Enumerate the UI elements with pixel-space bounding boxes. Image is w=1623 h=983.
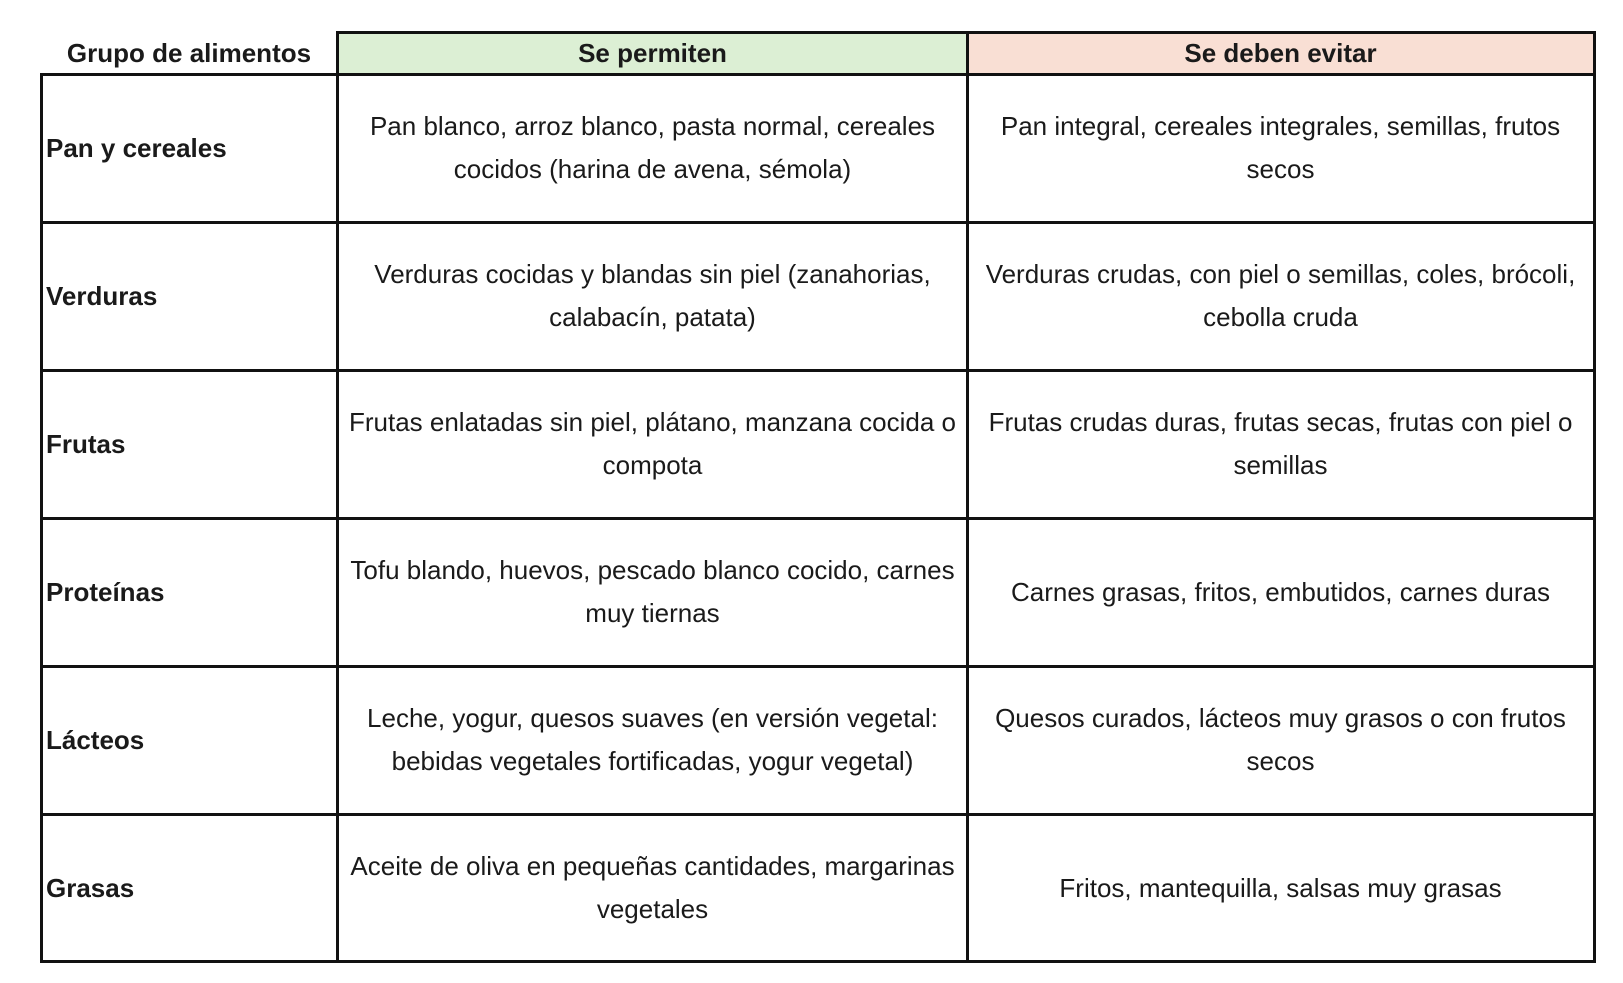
grid-line [966, 31, 969, 963]
group-label: Grasas [46, 872, 135, 903]
grid-line [40, 517, 1596, 520]
table-row-avoid [967, 222, 1594, 370]
table-row-avoid [967, 518, 1594, 666]
allowed-text: Leche, yogur, quesos suaves (en versión vegetal: bebidas vegetales fortificadas, yogur vegetal) [367, 703, 938, 776]
table-row-allowed [338, 370, 967, 518]
table-row-allowed [338, 666, 967, 814]
table-row-group [40, 74, 338, 222]
table-row-allowed [338, 518, 967, 666]
grid-line [40, 73, 1596, 76]
table-row-group [40, 814, 338, 962]
table-row-group [40, 518, 338, 666]
header-group-label: Grupo de alimentos [66, 37, 312, 68]
header-avoid-label: Se deben evitar [1184, 37, 1377, 68]
grid-line [40, 960, 1596, 963]
table-row-allowed [338, 814, 967, 962]
table-row-avoid [967, 666, 1594, 814]
grid-line [40, 813, 1596, 816]
table-row-avoid [967, 814, 1594, 962]
grid-line [40, 665, 1596, 668]
table-row-avoid [967, 74, 1594, 222]
group-label: Proteínas [46, 576, 165, 607]
grid-line [40, 73, 43, 963]
table-row-group [40, 370, 338, 518]
table-row-allowed [338, 74, 967, 222]
header-allowed [338, 32, 967, 74]
avoid-text: Frutas crudas duras, frutas secas, frutas con piel o semillas [988, 407, 1573, 480]
avoid-text: Quesos curados, lácteos muy grasos o con frutos secos [995, 703, 1566, 776]
header-group [40, 32, 338, 74]
allowed-text: Aceite de oliva en pequeñas cantidades, margarinas vegetales [350, 851, 955, 924]
avoid-text: Pan integral, cereales integrales, semillas, frutos secos [1000, 111, 1561, 184]
grid-line [336, 31, 339, 963]
allowed-text: Pan blanco, arroz blanco, pasta normal, cereales cocidos (harina de avena, sémola) [369, 111, 936, 184]
avoid-text: Fritos, mantequilla, salsas muy grasas [1059, 872, 1502, 903]
avoid-text: Verduras crudas, con piel o semillas, coles, brócoli, cebolla cruda [985, 259, 1576, 332]
grid-line [1593, 31, 1596, 963]
table-row-avoid [967, 370, 1594, 518]
table-row-allowed [338, 222, 967, 370]
avoid-text: Carnes grasas, fritos, embutidos, carnes duras [1010, 576, 1551, 607]
group-label: Verduras [46, 280, 158, 311]
table-row-group [40, 666, 338, 814]
grid-line [40, 221, 1596, 224]
grid-line [40, 369, 1596, 372]
allowed-text: Verduras cocidas y blandas sin piel (zanahorias, calabacín, patata) [374, 259, 931, 332]
allowed-text: Frutas enlatadas sin piel, plátano, manzana cocida o compota [348, 407, 957, 480]
group-label: Pan y cereales [46, 132, 227, 163]
header-allowed-label: Se permiten [578, 37, 727, 68]
group-label: Frutas [46, 428, 126, 459]
group-label: Lácteos [46, 724, 145, 755]
table-row-group [40, 222, 338, 370]
header-avoid [967, 32, 1594, 74]
allowed-text: Tofu blando, huevos, pescado blanco cocido, carnes muy tiernas [350, 555, 955, 628]
